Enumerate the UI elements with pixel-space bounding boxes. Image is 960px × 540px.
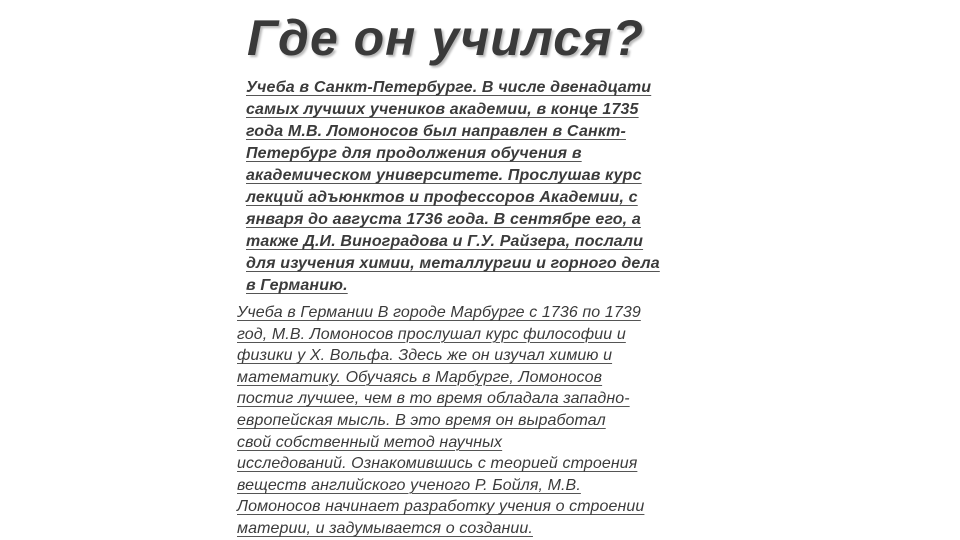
text-line: также Д.И. Виноградова и Г.У. Райзера, послали (246, 233, 644, 250)
text-line: материи, и задумывается о создании. (237, 519, 533, 537)
paragraph-study-in-germany (237, 302, 644, 540)
text-line: Ломоносов начинает разработку учения о строении (237, 498, 645, 516)
text-line: академическом университете. Прослушав курс (246, 167, 642, 184)
text-line: года М.В. Ломоносов был направлен в Санкт- (246, 123, 626, 140)
text-line: Петербург для продолжения обучения в (246, 145, 582, 162)
text-line: самых лучших учеников академии, в конце 1735 (246, 101, 639, 118)
text-line: лекций адъюнктов и профессоров Академии, с (246, 189, 638, 206)
text-line: в Германию. (246, 277, 348, 294)
text-line: для изучения химии, металлургии и горного дела (246, 255, 660, 272)
text-line: Учеба в Санкт-Петербурге. В числе двенадцати (246, 79, 652, 96)
text-line: математику. Обучаясь в Марбурге, Ломоносов (237, 368, 603, 386)
text-line: свой собственный метод научных (237, 433, 503, 451)
text-line: веществ английского ученого Р. Бойля, М.В. (237, 476, 581, 494)
text-line: Учеба в Германии В городе Марбурге с 1736 по 1739 (237, 304, 641, 321)
text-line: год, М.В. Ломоносов прослушал курс философии и (237, 325, 626, 343)
text-line: постиг лучшее, чем в то время обладала западно- (237, 390, 630, 408)
text-line: физики у Х. Вольфа. Здесь же он изучал химию и (237, 347, 613, 365)
slide-title: Где он учился? (247, 10, 645, 66)
paragraph-study-in-saint-petersburg (246, 77, 660, 297)
text-line: исследований. Ознакомившись с теорией строения (237, 455, 638, 473)
text-line: января до августа 1736 года. В сентябре его, а (246, 211, 641, 228)
text-line: европейская мысль. В это время он выработал (237, 411, 606, 429)
